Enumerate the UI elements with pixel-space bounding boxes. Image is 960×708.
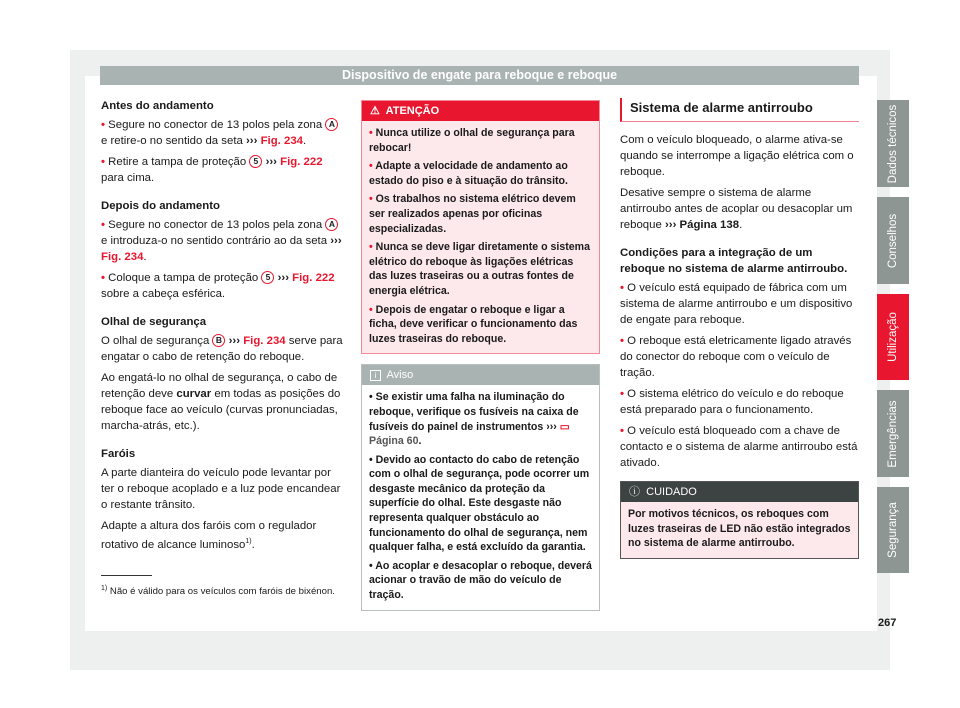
- right-column: [620, 98, 859, 559]
- page-link[interactable]: Página 138: [679, 219, 740, 231]
- list-item: • Segure no conector de 13 polos pela zona A e retire-o no sentido da seta ››› Fig. 234.: [101, 117, 345, 149]
- tab-conselhos[interactable]: Conselhos: [877, 197, 909, 284]
- tab-dados-tecnicos[interactable]: Dados técnicos: [877, 100, 909, 187]
- list-item: • Os trabalhos no sistema elétrico devem ser realizados apenas por oficinas especializadas.: [369, 193, 576, 235]
- section-title: Sistema de alarme antirroubo: [620, 98, 859, 122]
- caution-text: Por motivos técnicos, os reboques com luzes traseiras de LED não estão integrados no sistema de alarme antirroubo.: [628, 508, 851, 550]
- list-item: • O veículo está bloqueado com a chave de contacto e o sistema de alarme antirroubo está ativado.: [620, 425, 858, 469]
- list-item: • Segure no conector de 13 polos pela zona A e introduza-o no sentido contrário ao da seta ››› Fig. 234.: [101, 219, 342, 263]
- paragraph: Ao engatá-lo no olhal de segurança, o cabo de retenção deve curvar em todas as posições do reboque face ao veículo (curvas pronunciadas, marcha-atrás, etc.).: [101, 372, 341, 432]
- tab-emergencias[interactable]: Emergências: [877, 390, 909, 477]
- paragraph: A parte dianteira do veículo pode levantar por ter o reboque acoplado e a luz pode encandear o restante trânsito.: [101, 467, 341, 511]
- list-item: • Se existir uma falha na iluminação do reboque, verifique os fusíveis na caixa de fusíveis do painel de instrumentos ››› ▭ Página 60.: [369, 391, 579, 448]
- fig-link[interactable]: Fig. 222: [292, 272, 335, 284]
- paragraph: Desative sempre o sistema de alarme antirroubo antes de acoplar ou desacoplar um reboque ››› Página 138.: [620, 187, 853, 231]
- page-header: Dispositivo de engate para reboque e reboque: [100, 66, 859, 85]
- page-number: 267: [878, 617, 897, 629]
- list-item: • Depois de engatar o reboque e ligar a ficha, deve verificar o funcionamento das luzes traseiras do reboque.: [369, 303, 578, 345]
- list-item: • O reboque está eletricamente ligado através do conector do reboque com o veículo de tração.: [620, 335, 852, 379]
- list-item: • O sistema elétrico do veículo e do reboque está preparado para o funcionamento.: [620, 388, 844, 416]
- caution-header: ⓘ CUIDADO: [621, 482, 858, 502]
- list-item: • Nunca utilize o olhal de segurança para rebocar!: [369, 127, 575, 154]
- marker-a: A: [325, 118, 338, 131]
- list-item: • O veículo está equipado de fábrica com um sistema de alarme antirroubo e um dispositivo de engate para reboque.: [620, 282, 853, 326]
- warning-triangle-icon: ⚠: [370, 105, 380, 117]
- fig-link[interactable]: Fig. 234: [260, 135, 303, 147]
- warning-header: ⚠ ATENÇÃO: [362, 101, 599, 121]
- list-item: • Coloque a tampa de proteção 5 ››› Fig. 222 sobre a cabeça esférica.: [101, 272, 335, 300]
- list-item: • Adapte a velocidade de andamento ao estado do piso e à situação do trânsito.: [369, 160, 568, 187]
- marker-5: 5: [261, 271, 274, 284]
- heading-conditions: Condições para a integração de um reboque no sistema de alarme antirroubo.: [620, 247, 848, 275]
- footnote-divider: [101, 575, 152, 576]
- list-item: • Ao acoplar e desacoplar o reboque, deverá acionar o travão de mão do veículo de tração.: [369, 559, 592, 602]
- fig-link[interactable]: Fig. 222: [280, 156, 323, 168]
- heading-after-driving: Depois do andamento: [101, 200, 220, 212]
- list-item: • Devido ao contacto do cabo de retenção com o olhal de segurança, pode ocorrer um desgaste mecânico da proteção da superfície do olhal. Este desgaste não representa qualquer obstáculo ao funcionamento do olhal de segurança, nem qualquer falha, e está excluído da garantia.: [369, 453, 590, 554]
- list-item: • Retire a tampa de proteção 5 ››› Fig. 222 para cima.: [101, 156, 323, 184]
- middle-column: [361, 100, 600, 611]
- note-header: i Aviso: [362, 365, 599, 385]
- info-icon: i: [370, 370, 381, 381]
- exclamation-circle-icon: ⓘ: [629, 486, 640, 498]
- book-icon: ▭: [559, 420, 570, 433]
- warning-box: [361, 100, 600, 354]
- fig-link[interactable]: Fig. 234: [101, 251, 144, 263]
- footnote: $^{1)}$ Não é válido para os veículos com faróis de bixénon.: [101, 584, 335, 597]
- marker-5: 5: [249, 155, 262, 168]
- page-link[interactable]: Página 60: [369, 435, 419, 448]
- tab-utilizacao[interactable]: Utilização: [877, 294, 909, 380]
- heading-before-driving: Antes do andamento: [101, 100, 214, 112]
- list-item: • Nunca se deve ligar diretamente o sistema elétrico do reboque às ligações elétricas das luzes traseiras ou a outras fontes de energia elétrica.: [369, 241, 590, 297]
- marker-b: B: [212, 334, 225, 347]
- paragraph: Adapte a altura dos faróis com o regulador rotativo de alcance luminoso$^{1)}$.: [101, 520, 317, 551]
- heading-safety-eye: Olhal de segurança: [101, 316, 207, 328]
- note-box: [361, 364, 600, 610]
- heading-headlights: Faróis: [101, 448, 136, 460]
- marker-a: A: [325, 218, 338, 231]
- paragraph: Com o veículo bloqueado, o alarme ativa-se quando se interrompe a ligação elétrica com o reboque.: [620, 134, 854, 178]
- left-column: [101, 98, 345, 598]
- tab-seguranca[interactable]: Segurança: [877, 487, 909, 573]
- fig-link[interactable]: Fig. 234: [243, 335, 286, 347]
- caution-box: [620, 481, 859, 559]
- paragraph: O olhal de segurança B ››› Fig. 234 serve para engatar o cabo de retenção do reboque.: [101, 335, 343, 363]
